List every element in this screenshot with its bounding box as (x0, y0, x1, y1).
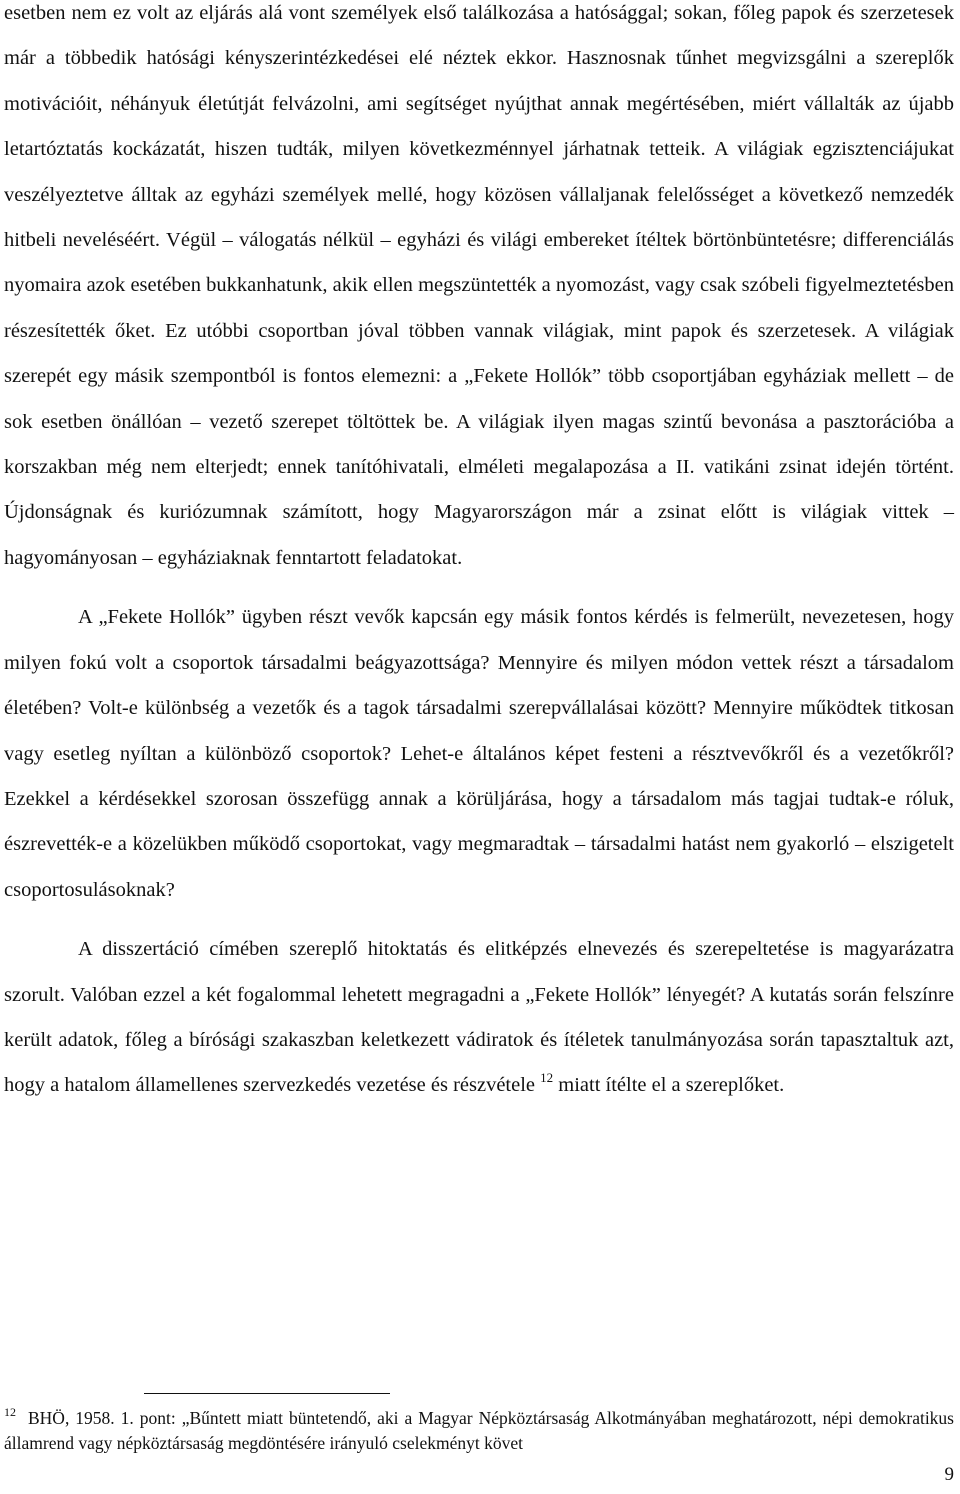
footnote-number: 12 (4, 1405, 16, 1419)
footnote-paragraph (4, 1406, 954, 1456)
paragraph-1-text: esetben nem ez volt az eljárás alá vont személyek első találkozása a hatósággal; sokan, főleg papok és szerzetesek már a többedik hatósági kényszerintézkedései elé néztek ekkor. Hasznosnak tűnhet megvizsgálni a szereplők motivációit, néhányuk életútját felvázolni, ami segítséget nyújthat annak megértésében, miért vállalták az újabb letartóztatás kockázatát, hiszen tudták, milyen következménnyel járhatnak tetteik. A világiak egzisztenciájukat veszélyeztetve álltak az egyházi személyek mellé, hogy közösen vállaljanak felelősséget a következő nemzedék hitbeli neveléséért. Végül – válogatás nélkül – egyházi és világi embereket ítéltek börtönbüntetésre; differenciálás nyomaira azok esetében bukkanhatunk, akik ellen megszüntették a nyomozást, vagy csak szóbeli figyelmeztetésben részesítették őket. Ez utóbbi csoportban jóval többen vannak világiak, mint papok és szerzetesek. A világiak szerepét egy másik szempontból is fontos elemezni: a „Fekete Hollók” több csoportjában egyháziak mellett – de sok esetben önállóan – vezető szerepet töltöttek be. A világiak ilyen magas szintű bevonása a pasztorációba a korszakban még nem elterjedt; ennek tanítóhivatali, elméleti megalapozása a II. vatikáni zsinat idején történt. Újdonságnak és kuriózumnak számított, hogy Magyarországon már a zsinat előtt is világiak vittek – hagyományosan – egyháziaknak fenntartott feladatokat. (4, 2, 954, 569)
footnote-text: BHÖ, 1958. 1. pont: „Bűntett miatt büntetendő, aki a Magyar Népköztársaság Alkotmányában meghatározott, népi demokratikus államrend vagy népköztársaság megdöntésére irányuló cselekményt követ (4, 1408, 954, 1453)
paragraph-3-text-end: miatt ítélte el a szereplőket. (553, 1074, 785, 1097)
paragraph-3-text: A disszertáció címében szereplő hitoktatás és elitképzés elnevezés és szerepeltetése is magyarázatra szorult. Valóban ezzel a két fogalommal lehetett megragadni a „Fekete Hollók” lényegét? A kutatás során felszínre került adatok, főleg a bírósági szakaszban keletkezett vádiratok és ítéletek tanulmányozása során tapasztaltuk azt, hogy a hatalom államellenes szervezkedés vezetése és részvétele (4, 938, 954, 1097)
body-text (4, 0, 954, 1109)
paragraph-2 (4, 595, 954, 913)
paragraph-3 (4, 927, 954, 1109)
footnote (4, 1406, 954, 1456)
paragraph-2-text: A „Fekete Hollók” ügyben részt vevők kapcsán egy másik fontos kérdés is felmerült, nevezetesen, hogy milyen fokú volt a csoportok társadalmi beágyazottsága? Mennyire és milyen módon vettek részt a társadalom életében? Volt-e különbség a vezetők és a tagok társadalmi szerepvállalásai között? Mennyire működtek titkosan vagy esetleg nyíltan a különböző csoportok? Lehet-e általános képet festeni a résztvevőkről és a vezetőkről? Ezekkel a kérdésekkel szorosan összefügg annak a körüljárása, hogy a társadalom más tagjai tudtak-e róluk, észrevették-e a közelükben működő csoportokat, vagy megmaradtak – társadalmi hatást nem gyakorló – elszigetelt csoportosulásoknak? (4, 606, 954, 901)
footnote-reference[interactable]: 12 (540, 1070, 554, 1086)
footnote-separator (144, 1393, 390, 1394)
paragraph-1 (4, 0, 954, 581)
page-number: 9 (944, 1464, 954, 1485)
